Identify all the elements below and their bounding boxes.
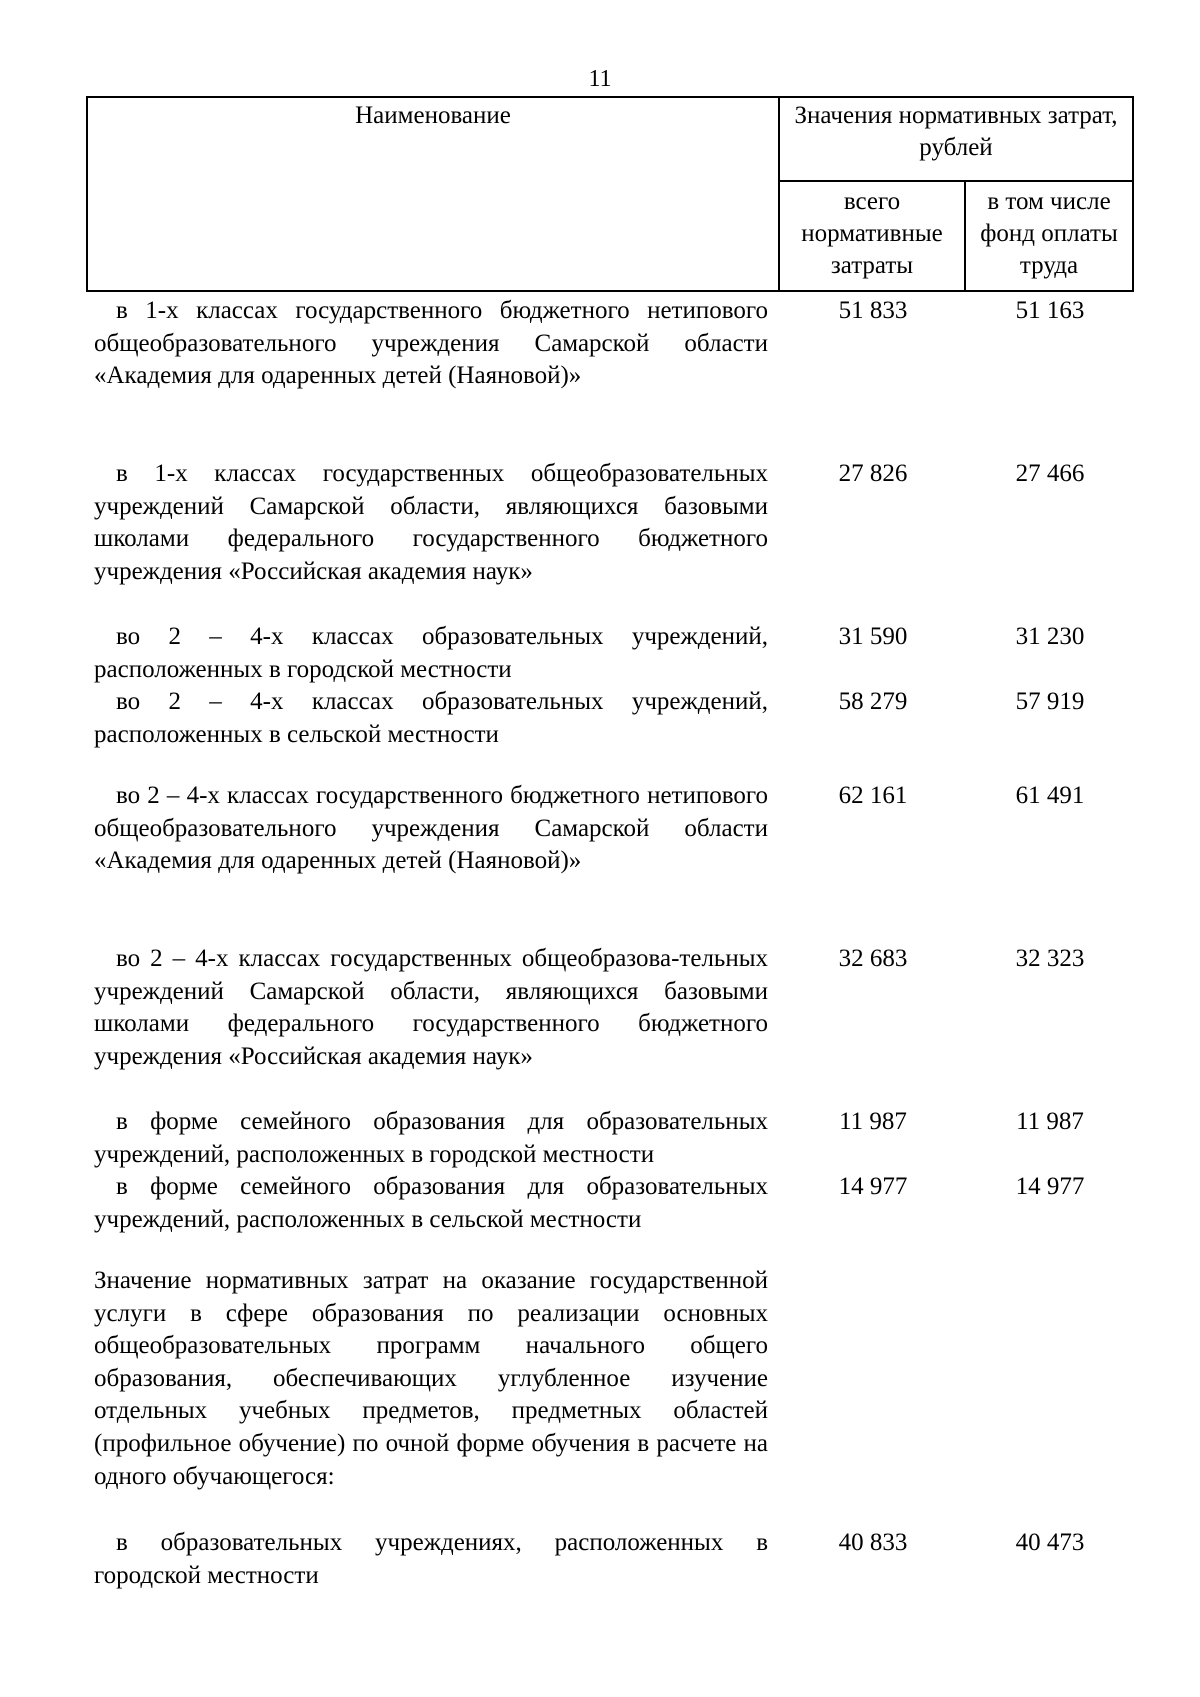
- row-wages: 31 230: [1015, 623, 1085, 650]
- row-wages: 51 163: [1015, 297, 1085, 324]
- header-total: всего нормативные затраты: [778, 180, 966, 292]
- section-heading: Значение нормативных затрат на оказание государственной услуги в сфере образования по реализации основных общеобразовательных программ начального общего образования, обеспечивающих углубленное изучение отдельных учебных предметов, предметных областей (профильное обучение) по очной форме обучения в расчете на одного обучающегося:: [94, 1267, 768, 1490]
- row-wages: 57 919: [1015, 688, 1085, 715]
- row-wages: 27 466: [1015, 460, 1085, 487]
- row-total: 62 161: [838, 782, 908, 809]
- row-total: 32 683: [838, 945, 908, 972]
- row-wages: 14 977: [1015, 1173, 1085, 1200]
- row-total: 31 590: [838, 623, 908, 650]
- row-wages: 11 987: [1016, 1108, 1084, 1135]
- row-wages: 40 473: [1015, 1529, 1085, 1556]
- row-name: во 2 – 4-х классах образовательных учреждений, расположенных в городской местности: [94, 623, 768, 683]
- header-wages: в том числе фонд оплаты труда: [964, 180, 1134, 292]
- page-number: 11: [588, 66, 612, 92]
- row-total: 40 833: [838, 1529, 908, 1556]
- row-name: в форме семейного образования для образовательных учреждений, расположенных в городской местности: [94, 1108, 768, 1168]
- row-name: в 1-х классах государственных общеобразовательных учреждений Самарской области, являющихся базовыми школами федерального государственного бюджетного учреждения «Российская академия наук»: [94, 460, 768, 585]
- row-total: 27 826: [838, 460, 908, 487]
- header-name: Наименование: [86, 96, 780, 292]
- row-total: 58 279: [838, 688, 908, 715]
- row-total: 11 987: [839, 1108, 907, 1135]
- row-total: 51 833: [838, 297, 908, 324]
- row-wages: 32 323: [1015, 945, 1085, 972]
- row-name: во 2 – 4-х классах образовательных учреждений, расположенных в сельской местности: [94, 688, 768, 748]
- row-wages: 61 491: [1015, 782, 1085, 809]
- row-name: в форме семейного образования для образовательных учреждений, расположенных в сельской местности: [94, 1173, 768, 1233]
- header-values: Значения нормативных затрат, рублей: [778, 96, 1134, 182]
- row-name: в образовательных учреждениях, расположенных в городской местности: [94, 1529, 768, 1589]
- row-name: в 1-х классах государственного бюджетного нетипового общеобразовательного учреждения Самарской области «Академия для одаренных детей (Наяновой)»: [94, 297, 768, 390]
- row-name: во 2 – 4-х классах государственного бюджетного нетипового общеобразовательного учреждения Самарской области «Академия для одаренных детей (Наяновой)»: [94, 782, 768, 875]
- row-name: во 2 – 4-х классах государственных общеобразова-тельных учреждений Самарской области, являющихся базовыми школами федерального государственного бюджетного учреждения «Российская академия наук»: [94, 945, 768, 1070]
- row-total: 14 977: [838, 1173, 908, 1200]
